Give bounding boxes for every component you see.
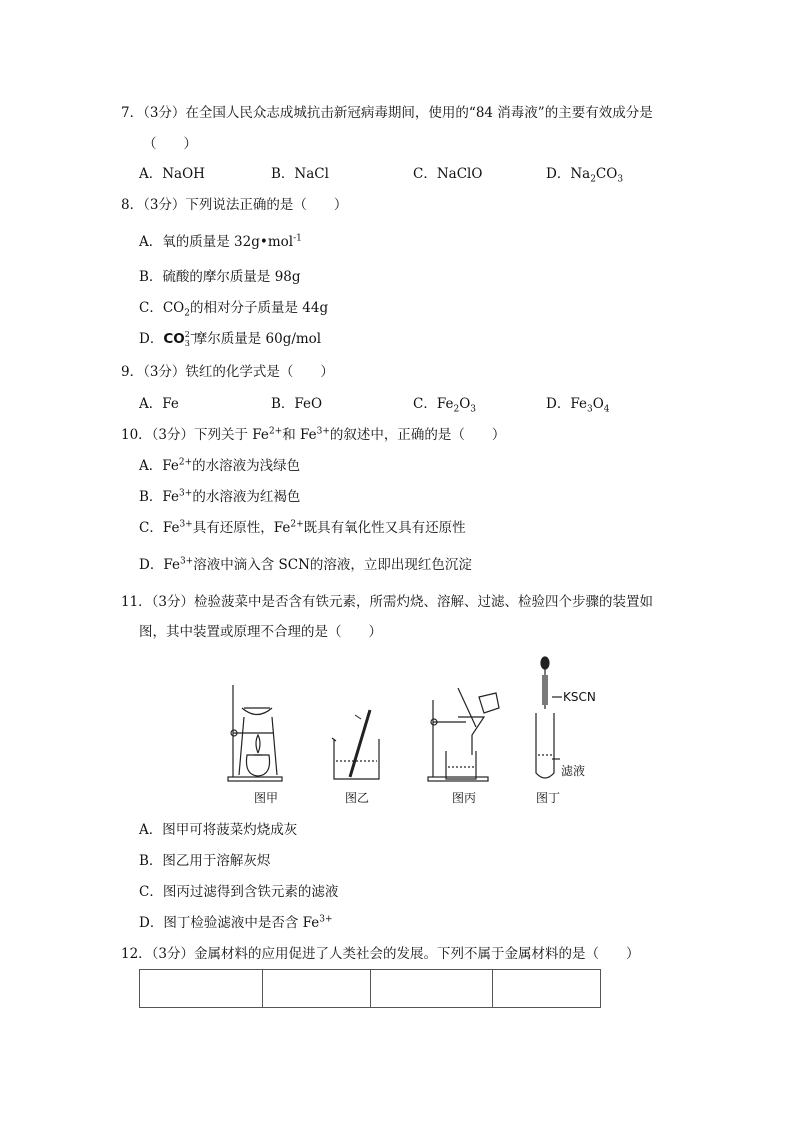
question-10-stem: 10．（3分）下列关于 $Fe^{2+}$和 $Fe^{3+}$的叙述中，正确的是（ ） — [121, 426, 506, 443]
q9-option-a: A．Fe — [139, 396, 179, 412]
question-7-paren: （ ） — [143, 136, 197, 152]
test-tube-ding — [536, 657, 562, 778]
q10-option-d: D．$Fe^{3+}$溶液中滴入含 SCN的溶液，立即出现红色沉淀 — [139, 556, 472, 573]
q12-table-cell — [493, 970, 600, 1007]
question-12-stem: 12．（3分）金属材料的应用促进了人类社会的发展。下列不属于金属材料的是（ ） — [121, 946, 640, 962]
q11-option-c: C．图丙过滤得到含铁元素的滤液 — [139, 884, 339, 900]
question-11-stem-line1: 11．（3分）检验菠菜中是否含有铁元素，所需灼烧、溶解、过滤、检验四个步骤的装置如 — [121, 594, 654, 610]
q11-option-a: A．图甲可将菠菜灼烧成灰 — [139, 822, 298, 838]
apparatus-diagram — [214, 655, 606, 805]
q8-option-b: B．硫酸的摩尔质量是 98g — [139, 269, 301, 285]
q9-option-d: D．$Fe_3O_4$ — [546, 396, 610, 415]
q12-table-cell — [140, 970, 263, 1007]
question-7-stem: 7．（3分）在全国人民众志成城抗击新冠病毒期间，使用的“84 消毒液”的主要有效成分是 — [121, 105, 653, 121]
q7-option-a: A．NaOH — [139, 166, 205, 182]
question-8-stem: 8．（3分）下列说法正确的是（ ） — [121, 197, 348, 213]
kscn-label: KSCN — [563, 690, 596, 704]
caption-bing: 图丙 — [452, 791, 477, 805]
q8-option-c: C．$CO_2$的相对分子质量是 44g — [139, 300, 329, 319]
q10-option-a: A．$Fe^{2+}$的水溶液为浅绿色 — [139, 457, 301, 474]
caption-jia: 图甲 — [254, 791, 279, 805]
ring-stand-jia — [228, 685, 282, 781]
q7-option-b: B．NaCl — [271, 166, 329, 182]
q10-option-b: B．$Fe^{3+}$的水溶液为红褐色 — [139, 488, 301, 505]
q12-table-cell — [371, 970, 494, 1007]
caption-yi: 图乙 — [345, 791, 370, 805]
q10-option-c: C．$Fe^{3+}$具有还原性，$Fe^{2+}$既具有氧化性又具有还原性 — [139, 519, 466, 536]
question-11-stem-line2: 图，其中装置或原理不合理的是（ ） — [139, 624, 382, 640]
q11-apparatus-figure — [214, 655, 606, 805]
filtration-bing — [428, 688, 499, 781]
q12-table-cell — [263, 970, 371, 1007]
beaker-yi — [332, 710, 379, 779]
question-9-stem: 9．（3分）铁红的化学式是（ ） — [121, 364, 334, 380]
q9-option-c: C．$Fe_2O_3$ — [413, 396, 476, 415]
q12-options-table — [139, 969, 601, 1008]
filtrate-label: 滤液 — [561, 764, 586, 778]
q7-option-c: C．NaClO — [413, 166, 483, 182]
q11-option-d: D．图丁检验滤液中是否含 $Fe^{3+}$ — [139, 914, 333, 931]
q11-option-b: B．图乙用于溶解灰烬 — [139, 853, 271, 869]
q8-option-a: A．氧的质量是 32g•mol$^{-1}$ — [139, 233, 302, 250]
q8-option-d: D．CO 2− 3 摩尔质量是 60g/mol — [139, 329, 322, 348]
q7-option-d: D．$Na_2CO_3$ — [546, 166, 624, 185]
caption-ding: 图丁 — [536, 791, 561, 805]
q9-option-b: B．FeO — [271, 396, 323, 412]
